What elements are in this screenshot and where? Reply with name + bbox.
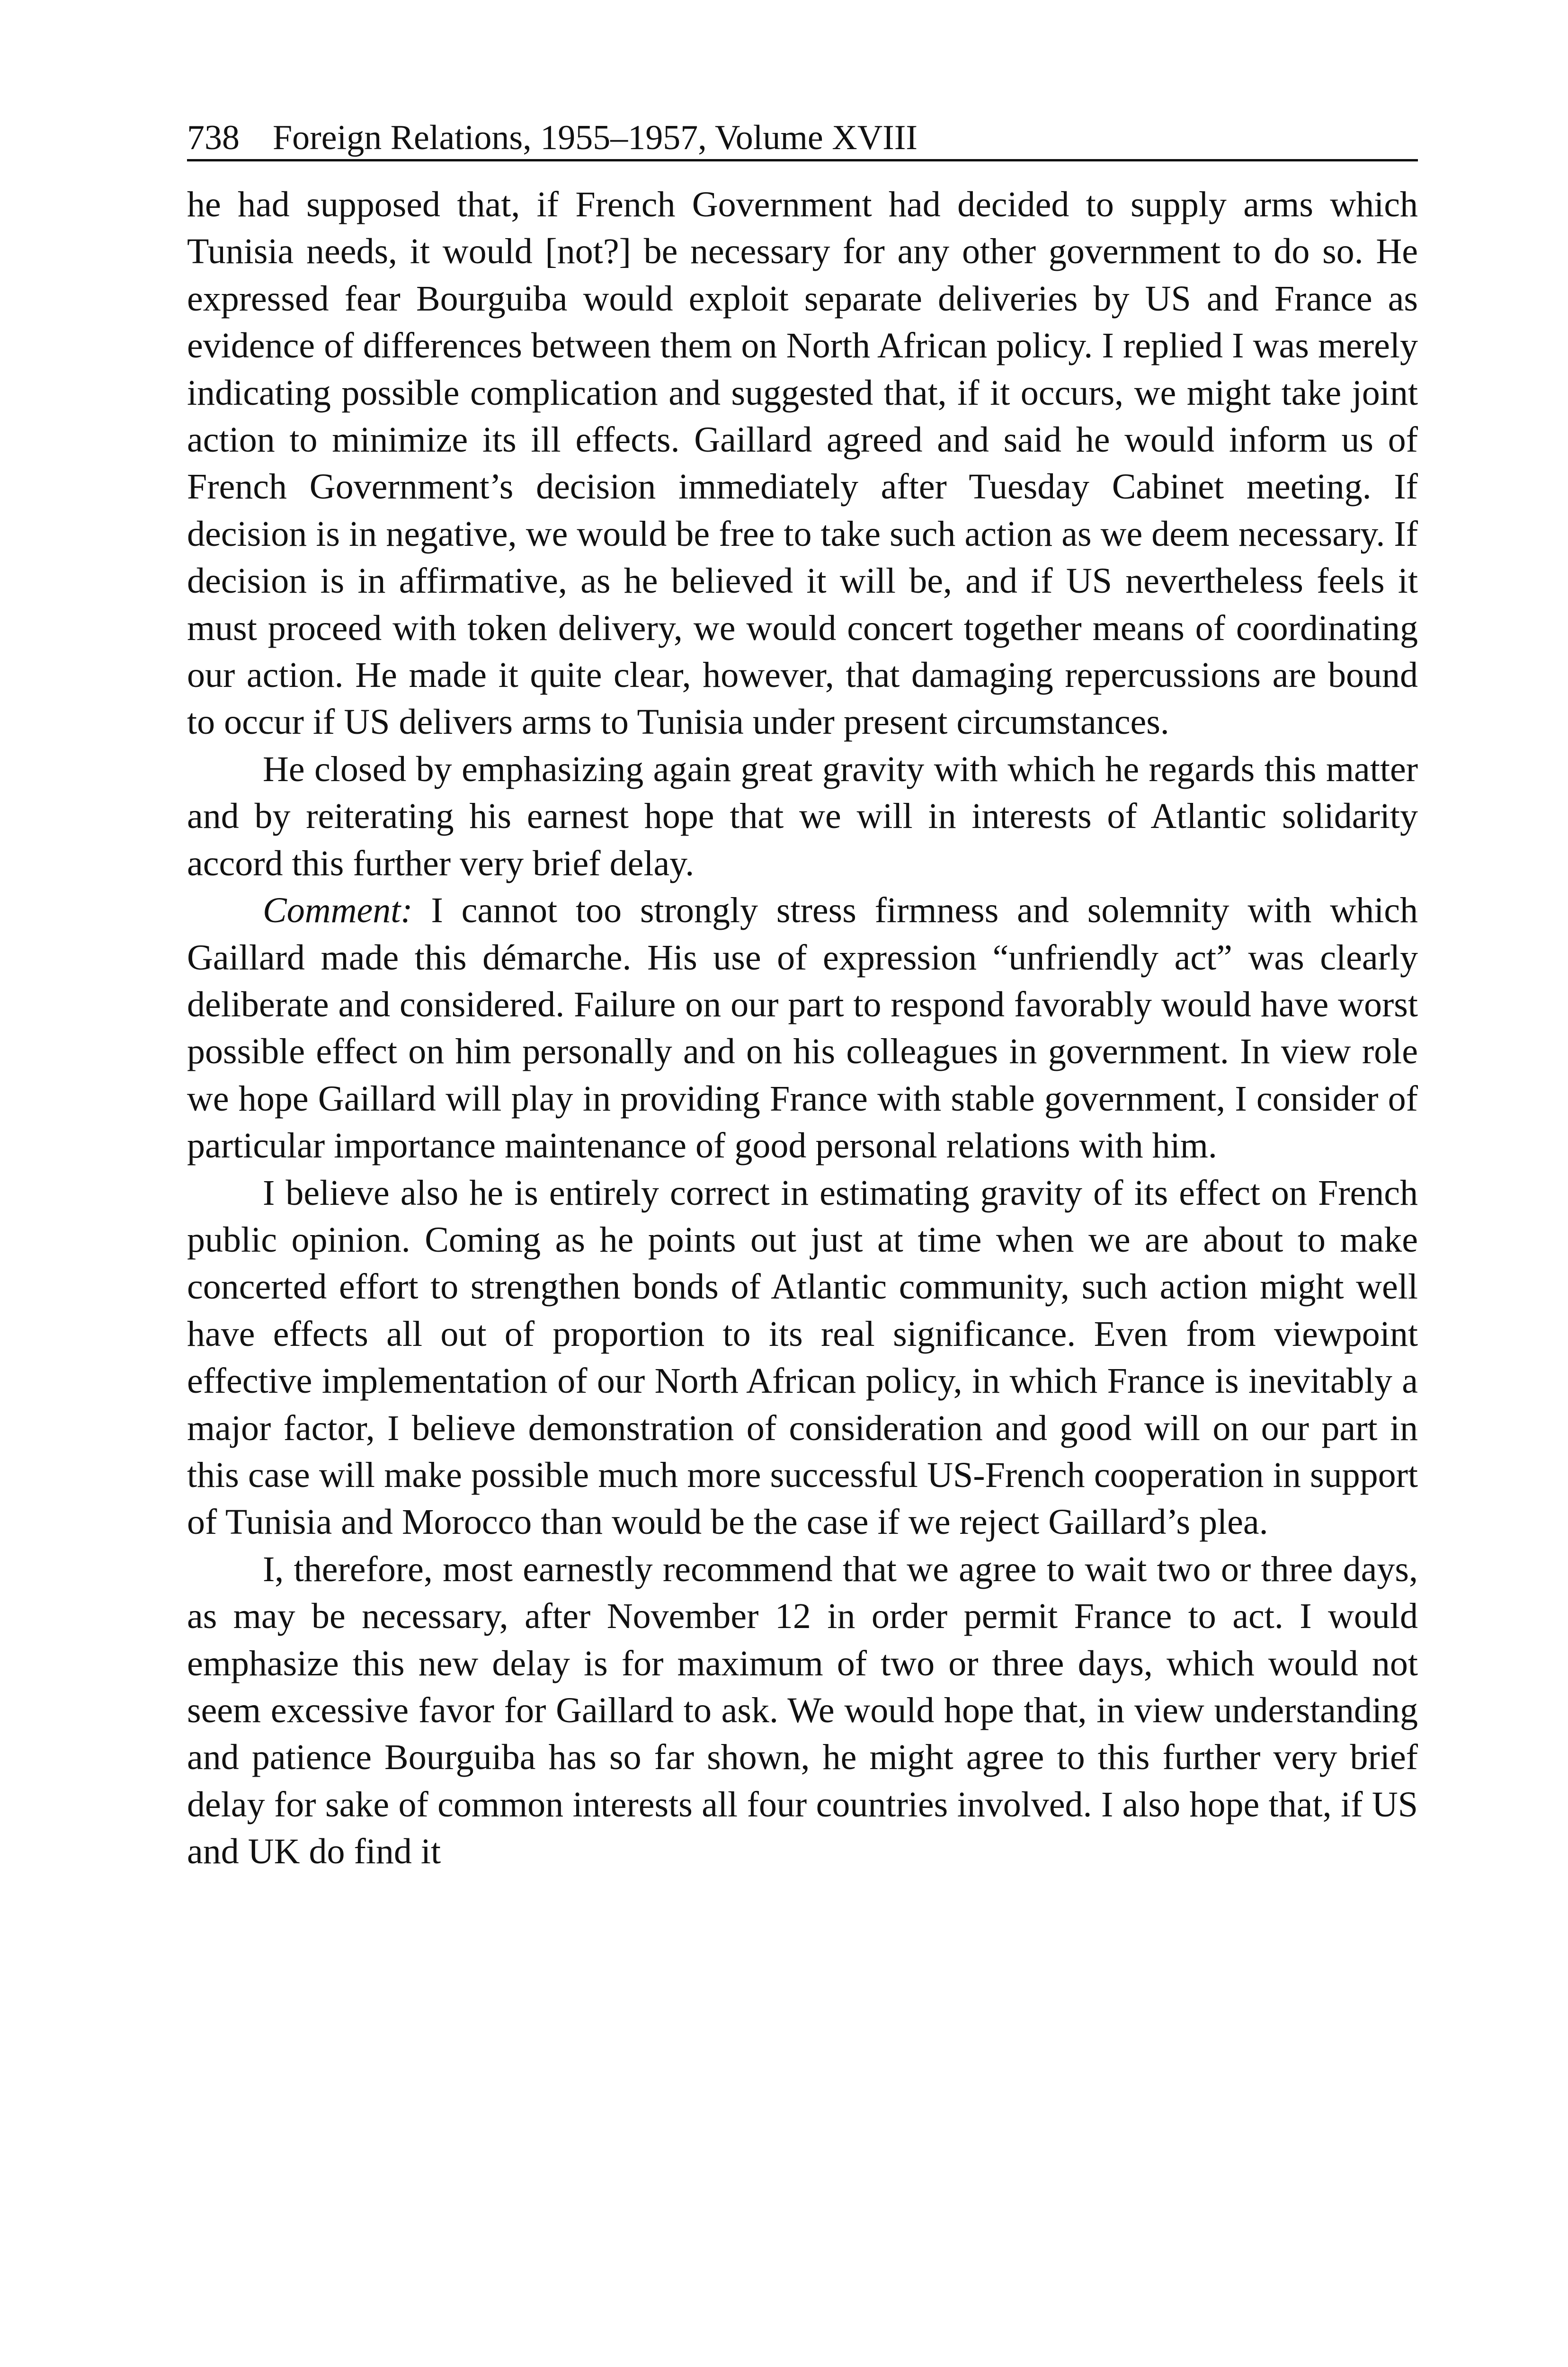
paragraph-2-text: He closed by emphasizing again great gravity with which he regards this matter and by reiterating his earnest hope that we will in interests of Atlantic solidarity accord this further very brief delay. (187, 749, 1418, 883)
paragraph-2 (187, 746, 1418, 887)
paragraph-4-text: I believe also he is entirely correct in estimating gravity of its effect on French public opinion. Coming as he points out just at time when we are about to make concerted effort to strengthen bonds of Atlantic community, such action might well have effects all out of proportion to its real significance. Even from viewpoint effective implementation of our North African policy, in which France is inevitably a major factor, I believe demonstration of consideration and good will on our part in this case will make possible much more successful US-French cooperation in support of Tunisia and Morocco than would be the case if we reject Gaillard’s plea. (187, 1173, 1418, 1542)
paragraph-3-text: I cannot too strongly stress firmness and solemnity with which Gaillard made this démarche. His use of expression “unfriendly act” was clearly deliberate and considered. Failure on our part to respond favorably would have worst possible effect on him personally and on his colleagues in government. In view role we hope Gaillard will play in providing France with stable government, I consider of particular importance maintenance of good personal relations with him. (187, 890, 1418, 1166)
page-number: 738 (187, 118, 240, 157)
paragraph-4 (187, 1170, 1418, 1546)
comment-label: Comment: (263, 890, 413, 931)
body-text (187, 181, 1418, 1876)
paragraph-1-text: he had supposed that, if French Government had decided to supply arms which Tunisia needs, it would [not?] be necessary for any other government to do so. He expressed fear Bourguiba would exploit separate deliveries by US and France as evidence of differences between them on North African policy. I replied I was merely indicating possible complication and suggested that, if it occurs, we might take joint action to minimize its ill effects. Gaillard agreed and said he would inform us of French Government’s decision immediately after Tuesday Cabinet meeting. If decision is in negative, we would be free to take such action as we deem necessary. If decision is in affirmative, as he believed it will be, and if US nevertheless feels it must proceed with token delivery, we would concert together means of coordinating our action. He made it quite clear, however, that damaging repercussions are bound to occur if US delivers arms to Tunisia under present circumstances. (187, 185, 1418, 742)
document-page (187, 117, 1418, 1876)
paragraph-5 (187, 1546, 1418, 1876)
running-header (187, 117, 1418, 161)
paragraph-1 (187, 181, 1418, 746)
running-title: Foreign Relations, 1955–1957, Volume XVIII (273, 118, 918, 157)
paragraph-5-text: I, therefore, most earnestly recommend that we agree to wait two or three days, as may be necessary, after November 12 in order permit France to act. I would emphasize this new delay is for maximum of two or three days, which would not seem excessive favor for Gaillard to ask. We would hope that, in view understanding and patience Bourguiba has so far shown, he might agree to this further very brief delay for sake of common interests all four countries involved. I also hope that, if US and UK do find it (187, 1549, 1418, 1872)
paragraph-3 (187, 887, 1418, 1169)
